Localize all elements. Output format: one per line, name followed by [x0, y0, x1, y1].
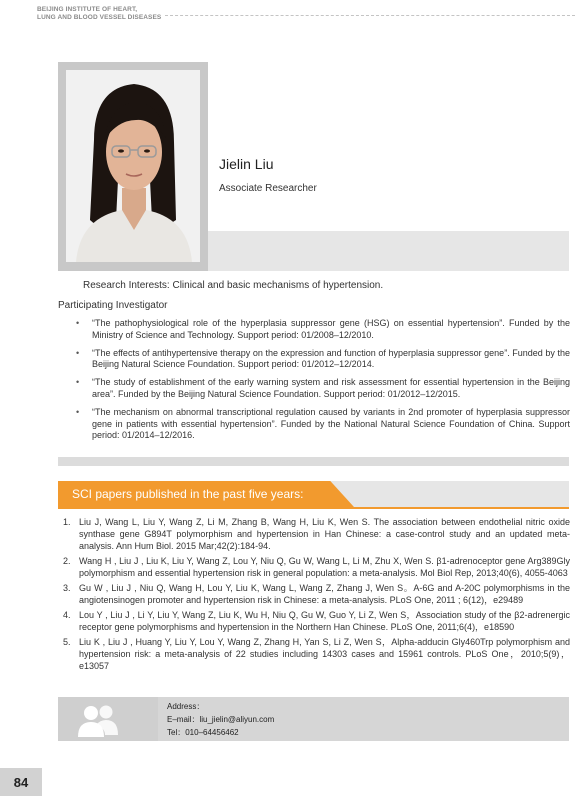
contact-email: E–mail：liu_jielin@aliyun.com — [167, 715, 275, 724]
participating-investigator-label: Participating Investigator — [58, 300, 168, 311]
paper-number: 1. — [63, 517, 71, 527]
papers-list — [63, 516, 570, 675]
grant-text: “The study of establishment of the early warning system and risk assessment for essential hypertension in the Beijing area”. Funded by the Beijing Natural Science Foundation. Support period: 01/2012–12/2015. — [92, 377, 570, 399]
sci-heading-bar-gray — [330, 481, 569, 507]
paper-number: 5. — [63, 637, 71, 647]
paper-citation: Wang H , Liu J , Liu K, Liu Y, Wang Z, Lou Y, Niu Q, Gu W, Wang L, Li M, Zhu X, Wen S. β1-adrenoceptor gene Arg389Gly polymorphism and essential hypertension risk in general population: a meta-analysis. Mol Biol Rep, 2013;40(6), 4055-4063 — [79, 556, 570, 578]
grant-text: “The mechanism on abnormal transcriptional regulation caused by variants in 2nd promoter of hyperplasia suppressor gene in patients with essential hypertension”. Funded by the National Natural Science Foundation of China. Support period: 01/2014–12/2016. — [92, 406, 570, 441]
institute-name — [37, 6, 161, 22]
grants-list — [76, 318, 570, 448]
paper-citation: Lou Y , Liu J , Li Y, Liu Y, Wang Z, Liu K, Wu H, Niu Q, Gu W, Guo Y, Li Z, Wen S，Association study of the β2-adrenergic receptor gene polymorphisms and hypertension in the Northern Han Chinese. PLoS One, 2011;6(4)，e18590 — [79, 610, 570, 632]
paper-item — [63, 636, 570, 672]
bullet: • — [76, 406, 80, 417]
paper-number: 4. — [63, 610, 71, 620]
page-number: 84 — [0, 768, 42, 796]
paper-item — [63, 609, 570, 633]
sci-heading: SCI papers published in the past five years: — [72, 487, 304, 501]
bullet: • — [76, 347, 80, 358]
grant-item — [76, 348, 570, 372]
portrait-photo — [66, 70, 200, 262]
institute-line-2: LUNG AND BLOOD VESSEL DISEASES — [37, 14, 162, 21]
grant-text: “The effects of antihypertensive therapy on the expression and function of hyperplasia suppressor gene”. Funded by the Beijing Natural Science Foundation. Support period: 01/2012–12/2014. — [92, 347, 570, 370]
header-dashed-rule — [165, 15, 575, 16]
paper-item — [63, 582, 570, 606]
section-divider-strip — [58, 457, 569, 466]
grant-item — [76, 407, 570, 442]
person-title: Associate Researcher — [219, 183, 317, 194]
grant-item — [76, 377, 570, 401]
sci-heading-underline — [58, 507, 569, 509]
paper-citation: Liu J, Wang L, Liu Y, Wang Z, Li M, Zhang B, Wang H, Liu K, Wen S. The association between endothelial nitric oxide synthase gene G894T polymorphism and hypertension in Han Chinese: a case-control study and an updated meta-analysis. Ann Hum Biol. 2015 Mar;42(2):184-94. — [79, 517, 570, 551]
people-icon — [74, 703, 122, 737]
paper-item — [63, 555, 570, 579]
institute-line-1: BEIJING INSTITUTE OF HEART, — [37, 6, 138, 13]
grant-text: “The pathophysiological role of the hyperplasia suppressor gene (HSG) on essential hypertension”. Funded by the Ministry of Science and Technology. Support period: 01/2008–12/2010. — [92, 318, 570, 340]
paper-item — [63, 516, 570, 552]
person-name: Jielin Liu — [219, 156, 274, 172]
paper-number: 3. — [63, 583, 71, 593]
paper-citation: Liu K , Liu J , Huang Y, Liu Y, Lou Y, Wang Z, Zhang H, Yan S, Li Z, Wen S，Alpha-adducin Gly460Trp polymorphism and hypertension risk: a meta-analysis of 22 studies including 14303 cases and 15961 controls. PLoS One，2010;5(9)，e13057 — [79, 637, 570, 671]
bullet: • — [76, 377, 80, 388]
paper-number: 2. — [63, 556, 71, 566]
grant-item — [76, 318, 570, 342]
portrait-illustration — [66, 70, 200, 262]
bullet: • — [76, 318, 80, 328]
contact-address: Address： — [167, 702, 205, 711]
contact-tel: Tel：010–64456462 — [167, 728, 239, 737]
research-interests: Research Interests: Clinical and basic mechanisms of hypertension. — [83, 280, 384, 291]
paper-citation: Gu W , Liu J , Niu Q, Wang H, Lou Y, Liu K, Wang L, Wang Z, Zhang J, Wen S。A-6G and A-20C polymorphisms in the angiotensinogen promoter and hypertension risk in Chinese: a meta-analysis. PLoS One, 2011 ; 6(12)，e29489 — [79, 583, 570, 605]
